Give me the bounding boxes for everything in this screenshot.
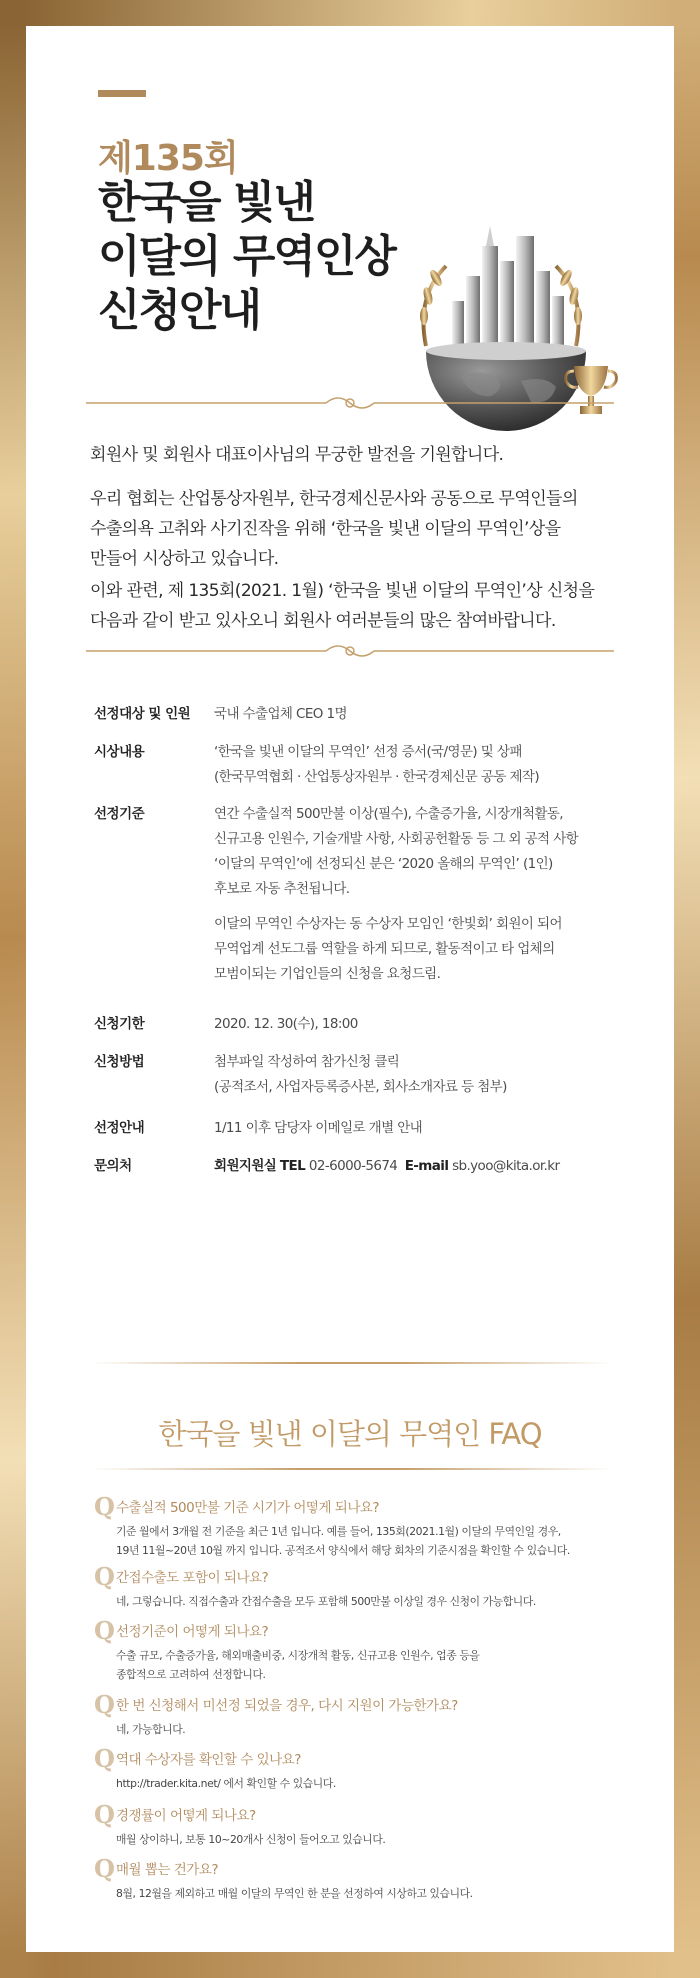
- faq-question: 경쟁률이 어떻게 되나요?: [116, 1808, 256, 1824]
- info-label: 시상내용: [94, 744, 145, 760]
- faq-question: 역대 수상자를 확인할 수 있나요?: [116, 1752, 301, 1768]
- accent-bar: [98, 90, 146, 97]
- faq-question: 간접수출도 포함이 되나요?: [116, 1570, 269, 1586]
- q-icon: Q: [94, 1854, 115, 1883]
- info-label: 문의처: [94, 1158, 132, 1174]
- info-value: 첨부파일 작성하여 참가신청 클릭 (공적조서, 사업자등록증사본, 회사소개자료 등 첨부): [214, 1054, 507, 1095]
- faq-top-line: [90, 1362, 612, 1364]
- info-label: 신청방법: [94, 1054, 145, 1070]
- title-line: 한국을 빛낸: [98, 177, 314, 228]
- q-icon: Q: [94, 1562, 115, 1591]
- info-label: 선정대상 및 인원: [94, 706, 191, 722]
- info-label: 신청기한: [94, 1016, 145, 1032]
- faq-question: 매월 뽑는 건가요?: [116, 1862, 219, 1878]
- faq-answer: 기준 월에서 3개월 전 기준을 최근 1년 입니다. 예를 들어, 135회(2021.1월) 이달의 무역인일 경우, 19년 11월~20년 10월 까지 입니다. 공적조서 양식에서 해당 회차의 기준시점을 확인할 수 있습니다.: [116, 1525, 570, 1557]
- faq-answer: 네, 그렇습니다. 직접수출과 간접수출을 모두 포함해 500만불 이상일 경우 신청이 가능합니다.: [116, 1595, 536, 1608]
- intro-paragraph: 이와 관련, 제 135회(2021. 1월) ‘한국을 빛낸 이달의 무역인’상 신청을 다음과 같이 받고 있사오니 회원사 여러분들의 많은 참여바랍니다.: [90, 581, 595, 631]
- faq-answer: 수출 규모, 수출증가율, 해외매출비중, 시장개척 활동, 신규고용 인원수, 업종 등을 종합적으로 고려하여 선정합니다.: [116, 1649, 480, 1681]
- email-link[interactable]: sb.yoo@kita.or.kr: [452, 1158, 560, 1174]
- info-value: 1/11 이후 담당자 이메일로 개별 안내: [214, 1120, 423, 1136]
- info-label: 선정안내: [94, 1120, 145, 1136]
- title-line: 이달의 무역인상: [98, 231, 395, 282]
- faq-bottom-line: [90, 1468, 612, 1470]
- info-value: 국내 수출업체 CEO 1명: [214, 706, 347, 722]
- info-value: 2020. 12. 30(수), 18:00: [214, 1016, 358, 1032]
- ornament-divider: [86, 640, 614, 662]
- info-value: 연간 수출실적 500만불 이상(필수), 수출증가율, 시장개척활동, 신규고용 인원수, 기술개발 사항, 사회공헌활동 등 그 외 공적 사항 ‘이달의 무역인’에 선정되신 분은 ‘2020 올해의 무역인’ (1인) 후보로 자동 추천됩니다. 이달의 무역인 수상자는 동 수상자 모임인 ‘한빛회’ 회원이 되어 무역업계 선도그룹 역할을 하게 되므로, 활동적이고 타 업체의 모범이되는 기업인들의 신청을 요청드림.: [214, 806, 579, 982]
- intro-greeting: 회원사 및 회원사 대표이사님의 무궁한 발전을 기원합니다.: [90, 445, 504, 465]
- faq-answer: 8월, 12월을 제외하고 매월 이달의 무역인 한 분을 선정하여 시상하고 있습니다.: [116, 1887, 473, 1900]
- faq-answer: 네, 가능합니다.: [116, 1723, 186, 1736]
- faq-title: 한국을 빛낸 이달의 무역인 FAQ: [158, 1417, 542, 1451]
- q-icon: Q: [94, 1800, 115, 1829]
- intro-paragraph: 우리 협회는 산업통상자원부, 한국경제신문사와 공동으로 무역인들의 수출의욕 고취와 사기진작을 위해 ‘한국을 빛낸 이달의 무역인’상을 만들어 시상하고 있습니다.: [90, 489, 578, 569]
- faq-question: 한 번 신청해서 미선정 되었을 경우, 다시 지원이 가능한가요?: [116, 1698, 458, 1714]
- poster: [26, 26, 674, 1952]
- faq-answer: 매월 상이하니, 보통 10~20개사 신청이 들어오고 있습니다.: [116, 1833, 386, 1846]
- info-label: 선정기준: [94, 806, 145, 822]
- faq-question: 수출실적 500만불 기준 시기가 어떻게 되나요?: [116, 1500, 380, 1516]
- q-icon: Q: [94, 1744, 115, 1773]
- page-title: [98, 176, 395, 338]
- q-icon: Q: [94, 1616, 115, 1645]
- faq-answer: http://trader.kita.net/ 에서 확인할 수 있습니다.: [116, 1777, 336, 1790]
- contact-value: 회원지원실 TEL 02-6000-5674 E-mail sb.yoo@kita.or.kr: [214, 1158, 560, 1174]
- title-line: 신청안내: [98, 285, 261, 336]
- round-number: 제135회: [98, 138, 238, 179]
- ornament-divider: [86, 392, 614, 414]
- q-icon: Q: [94, 1690, 115, 1719]
- info-value: ‘한국을 빛낸 이달의 무역인’ 선정 증서(국/영문) 및 상패 (한국무역협회 · 산업통상자원부 · 한국경제신문 공동 제작): [214, 744, 540, 785]
- q-icon: Q: [94, 1492, 115, 1521]
- faq-question: 선정기준이 어떻게 되나요?: [116, 1624, 269, 1640]
